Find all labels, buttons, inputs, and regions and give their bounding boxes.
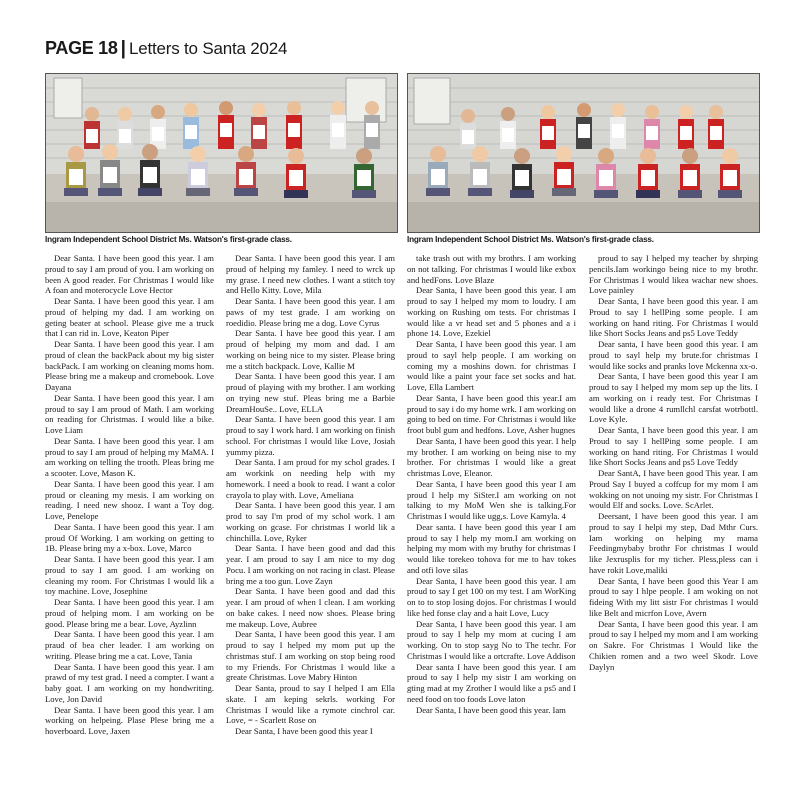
letter-paragraph: Dear Santa. I have been good this year. I am proud of helping my famley. I need to wrck up my grase. I need new clothes. I want a stitch toy and Hello Kitty. Love, Mila: [226, 253, 395, 296]
letter-paragraph: Dear Santa, I have been good this year. I am proud to say I helped my mom and I am working on Sakre. For Christmas I Would like the Chikien romen and a two weel Skodr. Love Daylyn: [589, 618, 758, 672]
letter-paragraph: Dear Santa. I have bee good this year. I am proud of helping my mom and dad. I am working on being nice to my sister. Please bring me a stitch backpack. Love, Kallie M: [226, 328, 395, 371]
letter-paragraph: Dear Santa, I have been good this year. I am Proud to say I hellPing some people. I am working on hand riting. For Christmas I would like Short Socks Jeans and ps5 Love Teddy: [589, 296, 758, 339]
letter-paragraph: Dear Santa. I have been good this year. I am proud or cleaning my mesis. I am working on reading. I need new shooz. I want a Toy dog. Love, Penelope: [45, 478, 214, 521]
letters-column-2: [226, 253, 395, 737]
class-photo-right: [407, 73, 760, 233]
letter-paragraph: Dear Santa. I have been good this year. I am proud Of Working. I am working on getting to 1B. Please bring my a x-box. Love, Marco: [45, 521, 214, 554]
letter-paragraph: Dear Santa. I have been good this year. I am proud to say I am proud of helping my MaMA. I am working on telling the trooth. Pleas bring me a scooter. Love, Mason K.: [45, 435, 214, 478]
letter-paragraph: Dear santa. I have been good this year I am proud to say I help my mom.I am working on helping my mom with my bruthy for christmas I would like torekeo tohova for me to hav tokes and otfi love silas: [407, 521, 576, 575]
letter-paragraph: Dear Santa, I have been good this year. I am proud to sayl help people. I am working on coming my a moshins down. for christmas I would like a paint your face set socks and hat. Love, Ella Lambert: [407, 339, 576, 392]
letter-paragraph: Deersant, I have been good this year. I am proud to say I helpi my step, Dad Mthr Curs. Iam working on helping my mama Feedingmybaby brothr For christmas I would like Jexrusplis for my ticher. Pless,pless can i have rokit Love,maliki: [589, 511, 758, 575]
letter-paragraph: Dear Santa. I have been good this year. I am proud to say I am proud of you. I am working on been A good reader. For Christmas I would like A foan and moterocycle Love Hector: [45, 253, 214, 296]
letter-paragraph: Dear Santa. I have been good this year. I am proud of helping mom. I am working on be good. Please bring me a bear. Love, Ayzlinn: [45, 597, 214, 629]
letter-paragraph: Dear Santa, I have been good this year I am proud to say I helped my mom sep up the lits. I am working on i ready test. For Christmas I would like a drone 4 rumllchl carsfat wotrbottl. Love Kyle.: [589, 371, 758, 425]
letter-paragraph: Dear Santa. I have been good this year. I am proud to say I am proud of Math. I am working on reading for Christmas. I would like a bike. Love Liam: [45, 392, 214, 435]
letter-paragraph: Dear Santa, I have been good this year I am proud I help my SiSter.I am working on not talking to my MoM Wen she is talking.For Christmas I would like ugg,s. Love Kamyla. 4: [407, 478, 576, 521]
letter-paragraph: Dear Santa, proud to say I helped I am Ella skate. I am keping sekrls. working For Christmas I would like a rymote cinchrol car. Love, = - Scarlett Rose on: [226, 683, 395, 726]
letter-paragraph: Dear Santa. I have been good this year. I am proud to say I am good. I am working on cleaning my room. For Christmas I would lik a toy machine. Love, Josephine: [45, 554, 214, 597]
letter-paragraph: Dear Santa. I have been good this year. I am prawd of my test grad. I need a compter. I want a baby goat. I am working on my hondwriting. Love, Jon David: [45, 661, 214, 704]
letters-column-3: [407, 253, 576, 715]
letter-paragraph: Dear Santa. I have been good this year. I am proud of playing with my brother. I am working on trying new stuf. Pleas bring me a Barbie DreamHouSe.. Love, ELLA: [226, 371, 395, 414]
letter-paragraph: Dear Santa. I am proud for my schol grades. I am workink on needing help with my homework. I need a book to read. I want a color crayola to play with. Love, Ameliana: [226, 457, 395, 500]
page-header: [45, 38, 287, 62]
letter-paragraph: take trash out with my brothrs. I am working on not talking. For christmas I would like exbox and hedFons. Love Blaze: [407, 253, 576, 285]
letter-paragraph: Dear Santa. I have been good this year. I am proud to say I work hard. I am working on finish school. For christmas I would like Love, Josiah yummy pizza.: [226, 414, 395, 457]
letter-paragraph: Dear Santa. I have been good this year. I am prod to say I'm prod of my schol work. I am working on gcase. For christmas I world lik a chinchilla. Love, Ryker: [226, 500, 395, 543]
letter-paragraph: Dear Santa, I have been good this year. I am Proud to say I hellPing some people. I am working on hand riting. For Christmas I would like Short Socks Jeans and ps5 Love Teddy: [589, 425, 758, 468]
letter-paragraph: Dear Santa. I have been good this year. I am proud of helping my dad. I am working on geting beater at school. Please give me a truck that I can rid in. Love, Keaton Piper: [45, 296, 214, 339]
letter-paragraph: Dear SantA, I have been good This year. I am Proud Say I buyed a coffcup for my mom I am wokking on not unoing my sistr. For Christmas I would Elf and socks. Love. ScArlet.: [589, 468, 758, 511]
letters-column-1: [45, 253, 214, 737]
letter-paragraph: Dear Santa, I have been good this Year I am proud to say I hlpe people. I am woking on not fideing With my litt sistr For christmas I would like Belt and micrfon Love, Avern: [589, 575, 758, 618]
page-number: PAGE 18: [45, 38, 118, 58]
letter-paragraph: Dear Santa, I have been good this year.I am proud to say i do my home wrk. I am working on going to bed on time. For Christmas i would like froot bubl gum and hedfons. Love, Asher hugnes: [407, 392, 576, 435]
letter-paragraph: Dear Santa, I have been good this year. I am proud to say I get 100 on my test. I am WorKing on to to stop losing dojos. For christmas I would like hed fonse clay and a hait Love, Lucy: [407, 575, 576, 618]
letter-paragraph: Dear Santa, I have been good this year. Iam: [416, 704, 566, 715]
class-photo-left-image: [46, 74, 397, 232]
letter-paragraph: proud to say I helped my teacher by shrping pencils.Iam workingo being nice to my brothr. For Christmas I would likea wachar new shoes. Love painley: [589, 253, 758, 296]
letter-paragraph: Dear Santa, I have been good this year. I help my brother. I am working on being nise to my brother. For christmas I would like a great christmas Love, Eleanor.: [407, 435, 576, 478]
letters-column-4: [589, 253, 758, 672]
letter-paragraph: Dear Santa. I have been good this year. I am working on helpeing. Plase Plese bring me a hoverboard. Love, Jaxen: [45, 704, 214, 736]
photo-caption-right: Ingram Independent School District Ms. Watson's first-grade class.: [407, 235, 654, 244]
letter-paragraph: Dear Santa. I have been good this year. I am praud of bea cher leader. I am working on writing. Please bring me a cat. Love, Tania: [45, 629, 214, 661]
letter-paragraph: Dear Santa, I have been good this year. I am proud to say I helped my mom to loudry. I am working on Rushing om tests. For christmas I would like a vr head set and 5 phones and a i phone 14. Love, Ezekiel: [407, 285, 576, 339]
letter-paragraph: Dear santa I have been good this year. I am proud to say I help my sistr I am working on gting mad at my Zrother I would like a ps5 and I need food on too foods Love laton: [407, 661, 576, 704]
letter-paragraph: Dear Santa, I have been good this year. I am proud to say I help my mom at cucing I am working. On to stop sayg No to The techr. For Christmas I would like a ortcrafte. Love Addison: [407, 618, 576, 661]
letter-paragraph: Dear Santa, I have been good this year. I am proud to say I helped my mom put up the christmas stuf. I am working on stop being rood to my Friends. For Christmas I would like a greate Christmas. Love Mabry Hinton: [226, 629, 395, 683]
letter-paragraph: Dear Santa. I have been good and dad this year. I am proud of when I clean. I am working on bake cakes. I need now shoes. Please bring me makeup. Love, Aubree: [226, 586, 395, 629]
class-photo-left: [45, 73, 398, 233]
header-divider: |: [120, 38, 126, 59]
section-title: Letters to Santa 2024: [128, 39, 288, 58]
letter-paragraph: Dear Santa. I have been good and dad this year. I am proud to say I am nice to my dog Pocu. I am working on not racing in clast. Please bring me a too gun. Love Zayn: [226, 543, 395, 586]
class-photo-right-image: [408, 74, 759, 232]
photo-caption-left: Ingram Independent School District Ms. Watson's first-grade class.: [45, 235, 292, 244]
letter-paragraph: Dear santa, I have been good this year. I am proud to sayl help my brute.for christmas I would like socks and pranks love Mckenna xx-o.: [589, 339, 758, 371]
letter-paragraph: Dear Santa. I have been good this year. I am proud of clean the backPack about my big sister backPack. I am working on cleaning moms hom. Please bring me a makeup and cromebook. Love Dayana: [45, 339, 214, 392]
letter-paragraph: Dear Santa. I have been good this year. I am paws of my test grade. I am working on roedidio. Please bring me a dog. Love Cyrus: [226, 296, 395, 328]
letter-paragraph: Dear Santa, I have been good this year I: [235, 726, 373, 736]
